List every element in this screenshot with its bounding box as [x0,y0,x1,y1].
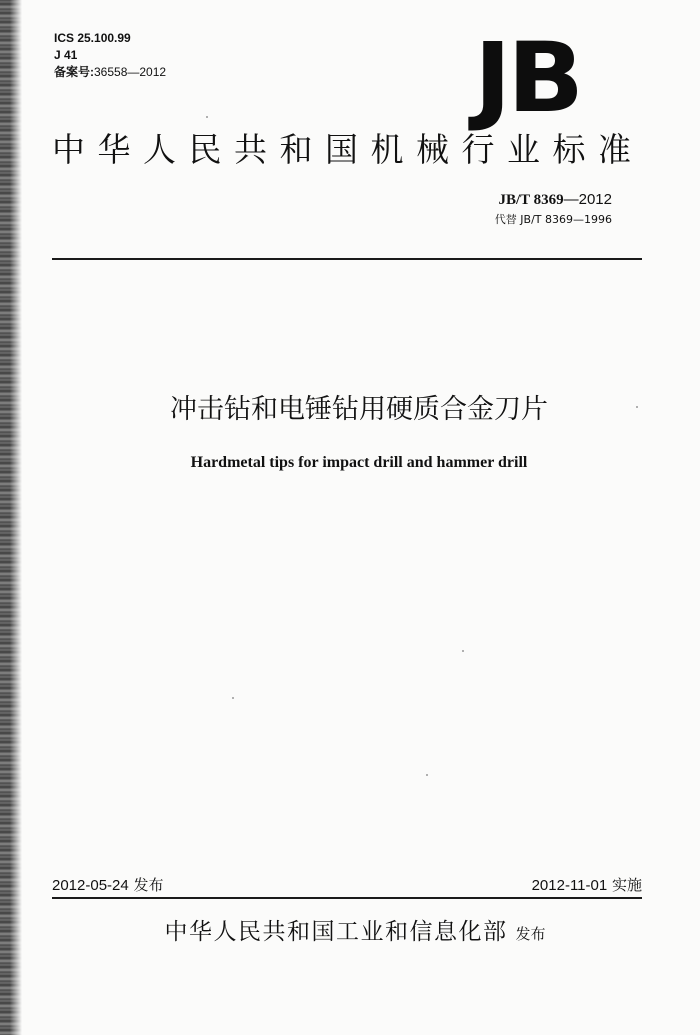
scan-speck [636,406,638,408]
publisher [0,914,700,950]
scan-speck [232,697,234,699]
scan-speck [426,774,428,776]
scan-speck [462,650,464,652]
implementation-date [532,874,642,897]
document-metadata [54,30,166,81]
filing-number [54,64,166,81]
standard-number-year: —2012 [563,191,612,208]
publisher-name: 中华人民共和国工业和信息化部 [164,919,508,945]
dates-row [52,874,642,896]
standard-number [498,190,612,210]
issue-date-value: 2012-05-24 [52,877,129,894]
publisher-verb: 发布 [515,925,546,943]
replaces-standard: 代替 JB/T 8369—1996 [494,213,612,226]
issue-date [52,874,164,897]
document-title-chinese: 冲击钻和电锤钻用硬质合金刀片 [170,394,548,425]
issue-date-label: 发布 [133,876,164,894]
jb-logo: JB [474,22,580,134]
industry-standard-title: 中华人民共和国机械行业标准 [52,130,644,169]
header-divider [52,258,642,260]
scan-speck [206,116,208,118]
footer-divider [52,897,642,899]
scanned-page-edge [0,0,22,1035]
implementation-date-label: 实施 [611,876,642,894]
filing-number-label: 备案号: [54,65,94,79]
filing-number-value: 36558—2012 [94,65,167,79]
classification-code: J 41 [54,48,78,62]
ics-code: ICS 25.100.99 [54,31,131,45]
document-title-english: Hardmetal tips for impact drill and hammer drill [190,454,528,471]
standard-number-code: JB/T 8369 [498,192,564,208]
implementation-date-value: 2012-11-01 [531,877,608,894]
